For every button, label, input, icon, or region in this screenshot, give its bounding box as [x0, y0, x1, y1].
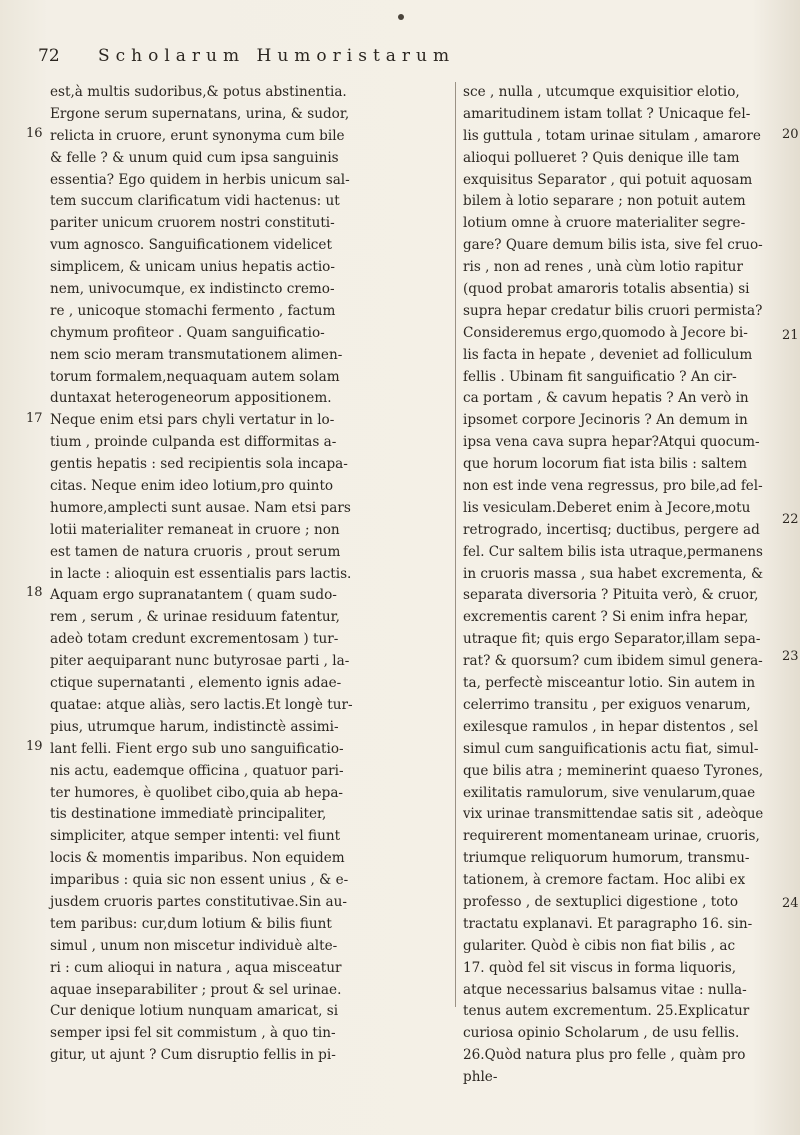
text-line: fellis . Ubinam fit sanguificatio ? An cir-: [463, 368, 737, 385]
text-line: tem succum clarificatum vidi hactenus: ut: [50, 193, 340, 210]
text-line: lotii materialiter remaneat in cruore ; non: [50, 521, 340, 538]
column-divider: [455, 82, 456, 1007]
text-line: quatae: atque aliàs, sero lactis.Et longè tur-: [50, 696, 353, 713]
text-line: re , unicoque stomachi fermento , factum: [50, 302, 336, 319]
text-line: essentia? Ego quidem in herbis unicum sal-: [50, 171, 350, 188]
text-line: sce , nulla , utcumque exquisitior elotio,: [463, 84, 740, 100]
text-line: que bilis atra ; meminerint quaeso Tyrones,: [463, 762, 764, 779]
text-line: Ergone serum supernatans, urina, & sudor,: [50, 105, 350, 122]
text-line: in cruoris massa , sua habet excrementa, &: [463, 565, 764, 582]
margin-number: 20: [782, 127, 799, 142]
text-line: piter aequiparant nunc butyrosae parti , la-: [50, 653, 350, 670]
text-line: ris , non ad renes , unà cùm lotio rapitur: [463, 259, 743, 276]
text-line: rat? & quorsum? cum ibidem simul genera-: [463, 653, 763, 670]
text-line: imparibus : quia sic non essent unius , & e-: [50, 872, 349, 889]
text-line: duntaxat heterogeneorum appositionem.: [50, 390, 332, 407]
text-line: nem, univocumque, ex indistincto cremo-: [50, 281, 335, 298]
text-line: lis facta in hepate , deveniet ad folliculum: [463, 346, 753, 363]
text-line: locis & momentis imparibus. Non equidem: [50, 850, 345, 867]
text-line: curiosa opinio Scholarum , de usu fellis.: [463, 1025, 740, 1042]
text-line: nem scio meram transmutationem alimen-: [50, 346, 343, 363]
text-line: gare? Quare demum bilis ista, sive fel cruo-: [463, 237, 763, 254]
margin-number: 18: [26, 585, 43, 600]
text-line: fel. Cur saltem bilis ista utraque,permanens: [463, 543, 763, 560]
text-line: tationem, à cremore factam. Hoc alibi ex: [463, 872, 746, 889]
text-line: excrementis carent ? Si enim infra hepar,: [463, 609, 749, 626]
text-line: vix urinae transmittendae satis sit , adeòque: [463, 806, 764, 823]
text-line: ipsa vena cava supra hepar?Atqui quocum-: [463, 434, 760, 451]
margin-number: 17: [26, 411, 43, 426]
text-line: retrogrado, incertisq; ductibus, pergere ad: [463, 521, 760, 538]
text-line: ipsomet corpore Jecinoris ? An demum in: [463, 412, 748, 429]
text-line: gulariter. Quòd è cibis non fiat bilis , ac: [463, 937, 736, 954]
text-line: exilesque ramulos , in hepar distentos , sel: [463, 718, 759, 735]
ink-dot: [398, 14, 404, 20]
text-line: torum formalem,nequaquam autem solam: [50, 368, 340, 385]
text-line: amaritudinem istam tollat ? Unicaque fel-: [463, 105, 751, 122]
text-line: est,à multis sudoribus,& potus abstinentia.: [50, 84, 347, 100]
text-line: utraque fit; quis ergo Separator,illam sepa-: [463, 631, 761, 648]
text-line: ca portam , & cavum hepatis ? An verò in: [463, 390, 749, 407]
text-line: humore,amplecti sunt ausae. Nam etsi pars: [50, 499, 351, 516]
text-line: ter humores, è quolibet cibo,quia ab hepa-: [50, 784, 344, 801]
text-line: Neque enim etsi pars chyli vertatur in lo-: [50, 412, 335, 429]
text-line: gitur, ut ajunt ? Cum disruptio fellis in pi-: [50, 1047, 336, 1064]
text-line: supra hepar credatur bilis cruori permista?: [463, 302, 763, 319]
text-line: Consideremus ergo,quomodo à Jecore bi-: [463, 324, 748, 341]
text-line: lant felli. Fient ergo sub uno sanguificatio-: [50, 740, 344, 757]
text-line: professo , de sextuplici digestione , toto: [463, 893, 739, 910]
text-line: jusdem cruoris partes constitutivae.Sin au-: [50, 893, 347, 910]
text-line: lotium omne à cruore materialiter segre-: [463, 215, 746, 232]
text-line: que horum locorum fiat ista bilis : saltem: [463, 456, 747, 473]
margin-number: 23: [782, 649, 799, 664]
text-line: requirerent momentaneam urinae, cruoris,: [463, 828, 760, 845]
text-line: separata diversoria ? Pituita verò, & cruor,: [463, 587, 759, 604]
text-line: atque necessarius balsamus vitae : nulla-: [463, 981, 747, 998]
text-line: pius, utrumque harum, indistinctè assimi-: [50, 718, 339, 735]
text-line: ri : cum alioqui in natura , aqua misceatur: [50, 959, 342, 976]
text-line: vum agnosco. Sanguificationem videlicet: [50, 237, 332, 254]
text-line: (quod probat amaroris totalis absentia) si: [463, 281, 750, 298]
text-line: nis actu, eademque officina , quatuor pari-: [50, 762, 344, 779]
text-line: chymum profiteor . Quam sanguificatio-: [50, 324, 325, 341]
text-line: in lacte : alioquin est essentialis pars lactis.: [50, 565, 352, 582]
text-line: est tamen de natura cruoris , prout serum: [50, 543, 341, 560]
text-line: adeò totam credunt excrementosam ) tur-: [50, 631, 339, 648]
text-line: tis destinatione immediatè principaliter,: [50, 806, 327, 823]
text-line: simpliciter, atque semper intenti: vel fiunt: [50, 828, 341, 845]
text-line: gentis hepatis : sed recipientis sola incapa-: [50, 456, 348, 473]
text-line: pariter unicum cruorem nostri constituti-: [50, 215, 335, 232]
text-line: semper ipsi fel sit commistum , à quo tin-: [50, 1025, 336, 1042]
text-line: relicta in cruore, erunt synonyma cum bile: [50, 127, 345, 144]
text-line: non est inde vena regressus, pro bile,ad fel-: [463, 478, 763, 495]
text-line: citas. Neque enim ideo lotium,pro quinto: [50, 478, 334, 495]
text-line: ctique supernatanti , elemento ignis adae-: [50, 675, 342, 692]
text-line: tractatu explanavi. Et paragrapho 16. sin-: [463, 915, 753, 932]
text-line: tem paribus: cur,dum lotium & bilis fiunt: [50, 915, 332, 932]
left-column: [50, 82, 450, 1067]
right-column: [463, 82, 763, 1089]
text-line: 17. quòd fel sit viscus in forma liquoris,: [463, 959, 737, 976]
text-line: tium , proinde culpanda est difformitas a-: [50, 434, 337, 451]
text-line: Aquam ergo supranatantem ( quam sudo-: [50, 587, 337, 604]
text-line: 26.Quòd natura plus pro felle , quàm pro: [463, 1047, 746, 1064]
text-line: ta, perfectè misceantur lotio. Sin autem in: [463, 675, 756, 692]
page-header: [38, 46, 778, 72]
margin-number: 16: [26, 126, 43, 141]
text-line: bilem à lotio separare ; non potuit autem: [463, 193, 746, 210]
margin-number: 19: [26, 739, 43, 754]
text-line: lis guttula , totam urinae situlam , amarore: [463, 127, 761, 144]
text-line: exilitatis ramulorum, sive venularum,quae: [463, 784, 756, 801]
text-line: aquae inseparabiliter ; prout & sel urinae.: [50, 981, 342, 998]
margin-number: 24: [782, 896, 799, 911]
text-line: tenus autem excrementum. 25.Explicatur: [463, 1003, 750, 1020]
text-line: simul cum sanguificationis actu fiat, simul-: [463, 740, 759, 757]
text-line: simplicem, & unicam unius hepatis actio-: [50, 259, 335, 276]
margin-number: 21: [782, 328, 799, 343]
text-line: simul , unum non miscetur individuè alte-: [50, 937, 338, 954]
text-line: celerrimo transitu , per exiguos venarum,: [463, 696, 751, 713]
text-line: phle-: [463, 1069, 498, 1086]
text-line: Cur denique lotium nunquam amaricat, si: [50, 1003, 339, 1020]
text-line: triumque reliquorum humorum, transmu-: [463, 850, 750, 867]
text-line: lis vesiculam.Deberet enim à Jecore,motu: [463, 499, 751, 516]
text-line: exquisitus Separator , qui potuit aquosam: [463, 171, 753, 188]
margin-number: 22: [782, 512, 799, 527]
text-line: & felle ? & unum quid cum ipsa sanguinis: [50, 149, 339, 166]
page-number: 72: [38, 46, 60, 66]
text-line: alioqui pollueret ? Quis denique ille tam: [463, 149, 740, 166]
text-line: rem , serum , & urinae residuum fatentur,: [50, 609, 341, 626]
running-title: Scholarum Humoristarum: [98, 46, 456, 66]
